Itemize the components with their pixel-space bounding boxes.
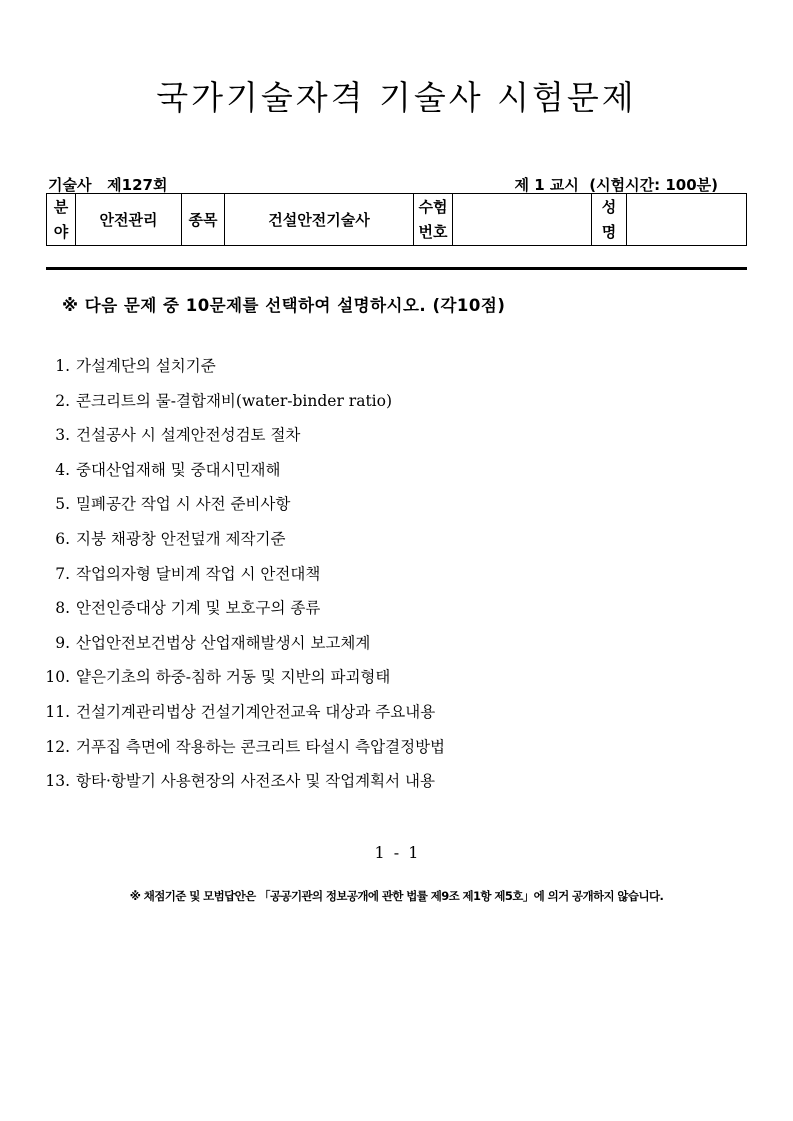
question-text: 항타·항발기 사용현장의 사전조사 및 작업계획서 내용 bbox=[76, 772, 435, 791]
question-item bbox=[44, 487, 445, 522]
question-text: 밀폐공간 작업 시 사전 준비사항 bbox=[76, 495, 291, 514]
question-item bbox=[44, 522, 445, 557]
question-number: 10. bbox=[45, 668, 70, 687]
question-number: 3. bbox=[55, 426, 70, 445]
question-number: 8. bbox=[55, 599, 70, 618]
exam-number-field[interactable] bbox=[453, 194, 592, 246]
question-item bbox=[44, 349, 445, 384]
name-label bbox=[592, 194, 627, 246]
question-number: 11. bbox=[45, 702, 70, 721]
question-item bbox=[44, 626, 445, 661]
exam-info-table bbox=[46, 193, 747, 246]
question-item bbox=[44, 453, 445, 488]
exam-number-label-line1: 수험 bbox=[418, 197, 448, 216]
exam-number-label-line2: 번호 bbox=[418, 222, 448, 241]
question-text: 건설기계관리법상 건설기계안전교육 대상과 주요내용 bbox=[76, 702, 436, 721]
question-number: 12. bbox=[45, 737, 70, 756]
question-number: 1. bbox=[55, 357, 70, 375]
field-value: 안전관리 bbox=[76, 194, 182, 246]
question-item bbox=[44, 591, 445, 626]
question-number: 9. bbox=[55, 633, 70, 652]
question-item bbox=[44, 660, 445, 695]
document-title: 국가기술자격 기술사 시험문제 bbox=[156, 78, 637, 117]
question-text: 작업의자형 달비계 작업 시 안전대책 bbox=[76, 564, 321, 583]
page-number: 1 - 1 bbox=[374, 843, 419, 862]
session-info: 제 1 교시 (시험시간: 100분) bbox=[514, 176, 718, 194]
name-field[interactable] bbox=[627, 194, 747, 246]
question-text: 건설공사 시 설계안전성검토 절차 bbox=[76, 426, 301, 445]
question-item bbox=[44, 695, 445, 730]
question-item bbox=[44, 418, 445, 453]
field-label bbox=[47, 194, 76, 246]
question-text: 거푸집 측면에 작용하는 콘크리트 타설시 측압결정방법 bbox=[76, 737, 446, 756]
question-item bbox=[44, 557, 445, 592]
name-label-line2: 명 bbox=[601, 222, 617, 241]
question-item bbox=[44, 764, 445, 799]
name-label-line1: 성 bbox=[601, 197, 617, 216]
footer-note: ※ 채점기준 및 모범답안은 「공공기관의 정보공개에 관한 법률 제9조 제1항 제5호」에 의거 공개하지 않습니다. bbox=[129, 889, 664, 903]
category-label: 종목 bbox=[182, 194, 225, 246]
question-list bbox=[44, 349, 445, 799]
question-number: 5. bbox=[55, 495, 70, 514]
question-text: 얕은기초의 하중-침하 거동 및 지반의 파괴형태 bbox=[76, 668, 391, 687]
question-text: 중대산업재해 및 중대시민재해 bbox=[76, 460, 281, 479]
exam-number-label bbox=[414, 194, 453, 246]
exam-info-row bbox=[47, 194, 747, 246]
question-item bbox=[44, 730, 445, 765]
question-number: 7. bbox=[55, 564, 70, 583]
field-label-line1: 분 bbox=[53, 197, 69, 216]
question-text: 콘크리트의 물-결합재비(water-binder ratio) bbox=[76, 391, 393, 410]
section-divider bbox=[46, 267, 747, 270]
question-text: 안전인증대상 기계 및 보호구의 종류 bbox=[76, 599, 321, 618]
question-text: 산업안전보건법상 산업재해발생시 보고체계 bbox=[76, 633, 371, 652]
question-text: 지붕 채광창 안전덮개 제작기준 bbox=[76, 529, 286, 548]
question-number: 4. bbox=[55, 460, 70, 479]
instruction-text: ※ 다음 문제 중 10문제를 선택하여 설명하시오. (각10점) bbox=[62, 296, 506, 315]
question-item bbox=[44, 384, 445, 419]
question-number: 2. bbox=[55, 391, 70, 410]
question-text: 가설계단의 설치기준 bbox=[76, 357, 216, 375]
question-number: 13. bbox=[45, 772, 70, 791]
exam-round: 기술사 제127회 bbox=[48, 176, 168, 194]
category-value: 건설안전기술사 bbox=[225, 194, 414, 246]
field-label-line2: 야 bbox=[53, 222, 69, 241]
question-number: 6. bbox=[55, 529, 70, 548]
